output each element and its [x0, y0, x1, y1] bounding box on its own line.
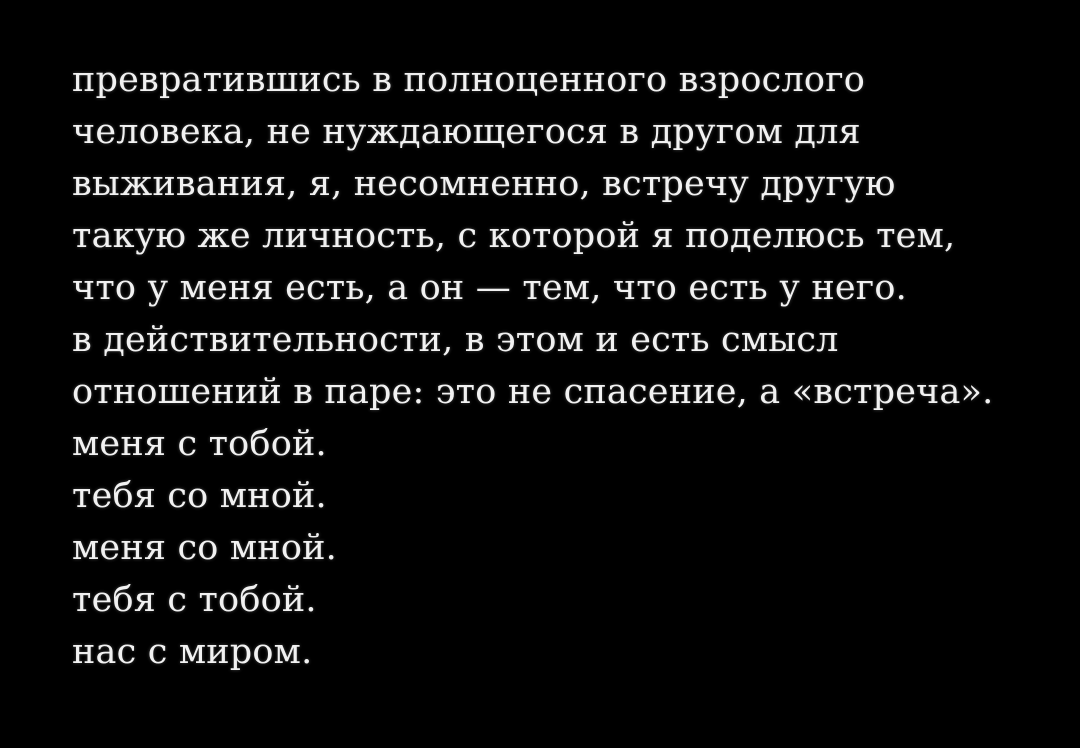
- quote-line: тебя со мной.: [72, 476, 327, 516]
- quote-line: что у меня есть, а он — тем, что есть у него.: [72, 268, 907, 308]
- quote-line: в действительности, в этом и есть смысл: [72, 320, 839, 360]
- quote-line: выживания, я, несомненно, встречу другую: [72, 164, 896, 204]
- quote-text-block: [72, 54, 1012, 678]
- quote-line: отношений в паре: это не спасение, а «встреча».: [72, 372, 994, 412]
- quote-line: тебя с тобой.: [72, 580, 317, 620]
- quote-line: меня с тобой.: [72, 424, 327, 464]
- quote-line: превратившись в полноценного взрослого: [72, 60, 865, 100]
- quote-line: человека, не нуждающегося в другом для: [72, 112, 861, 152]
- quote-line: нас с миром.: [72, 632, 313, 672]
- quote-line: такую же личность, с которой я поделюсь тем,: [72, 216, 956, 256]
- quote-line: меня со мной.: [72, 528, 337, 568]
